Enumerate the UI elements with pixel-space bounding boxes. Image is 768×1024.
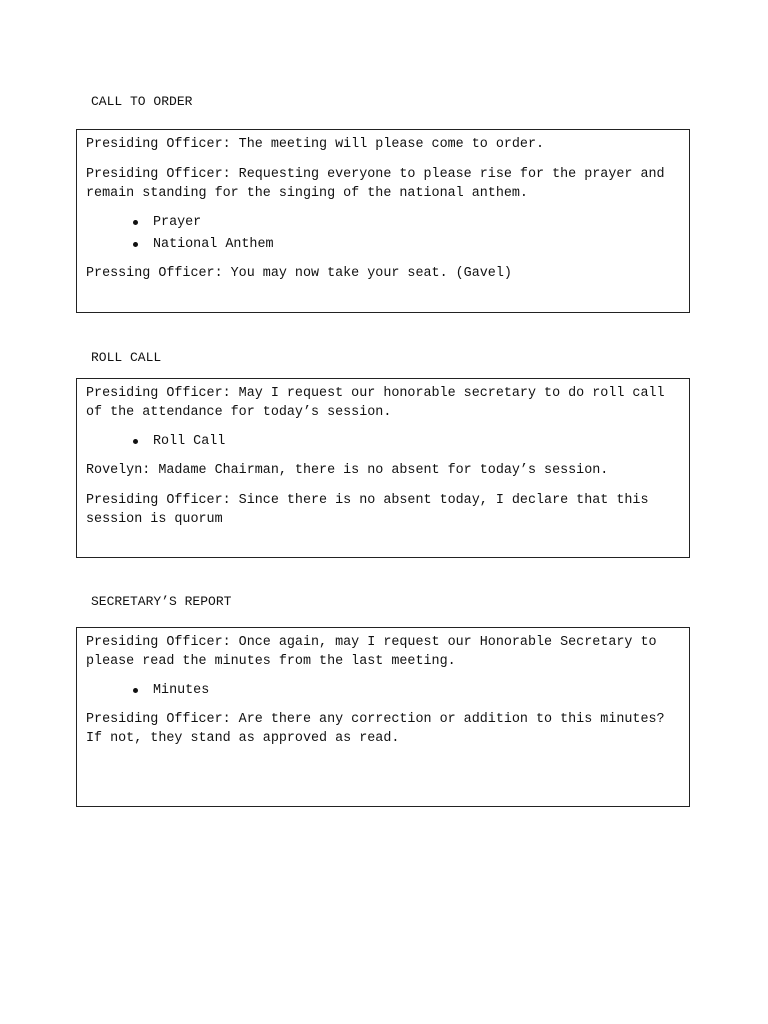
bullet-item-national-anthem: National Anthem (153, 234, 680, 256)
bullet-item-roll-call: Roll Call (153, 431, 680, 453)
section-box-roll-call (76, 378, 690, 558)
paragraph: Presiding Officer: Requesting everyone to please rise for the prayer and remain standing for the singing of the national anthem. (86, 167, 665, 201)
paragraph: Presiding Officer: Since there is no absent today, I declare that this session is quorum (86, 493, 649, 527)
section-box-call-to-order (76, 129, 690, 313)
bullet-list (86, 431, 680, 453)
section-heading-secretarys-report: SECRETARY’S REPORT (91, 594, 232, 609)
paragraph: Presiding Officer: Once again, may I request our Honorable Secretary to please read the minutes from the last meeting. (86, 635, 657, 669)
section-heading-roll-call: ROLL CALL (91, 350, 162, 365)
bullet-item-minutes: Minutes (153, 680, 680, 702)
section-box-secretarys-report (76, 627, 690, 807)
paragraph: Presiding Officer: May I request our honorable secretary to do roll call of the attendance for today’s session. (86, 386, 665, 420)
section-heading-call-to-order: CALL TO ORDER (91, 94, 193, 109)
paragraph: Presiding Officer: Are there any correction or addition to this minutes? If not, they stand as approved as read. (86, 712, 665, 746)
paragraph: Pressing Officer: You may now take your seat. (Gavel) (86, 266, 512, 281)
paragraph: Rovelyn: Madame Chairman, there is no absent for today’s session. (86, 463, 609, 478)
bullet-list (86, 680, 680, 702)
paragraph: Presiding Officer: The meeting will please come to order. (86, 137, 545, 152)
bullet-list (86, 212, 680, 256)
bullet-item-prayer: Prayer (153, 212, 680, 234)
